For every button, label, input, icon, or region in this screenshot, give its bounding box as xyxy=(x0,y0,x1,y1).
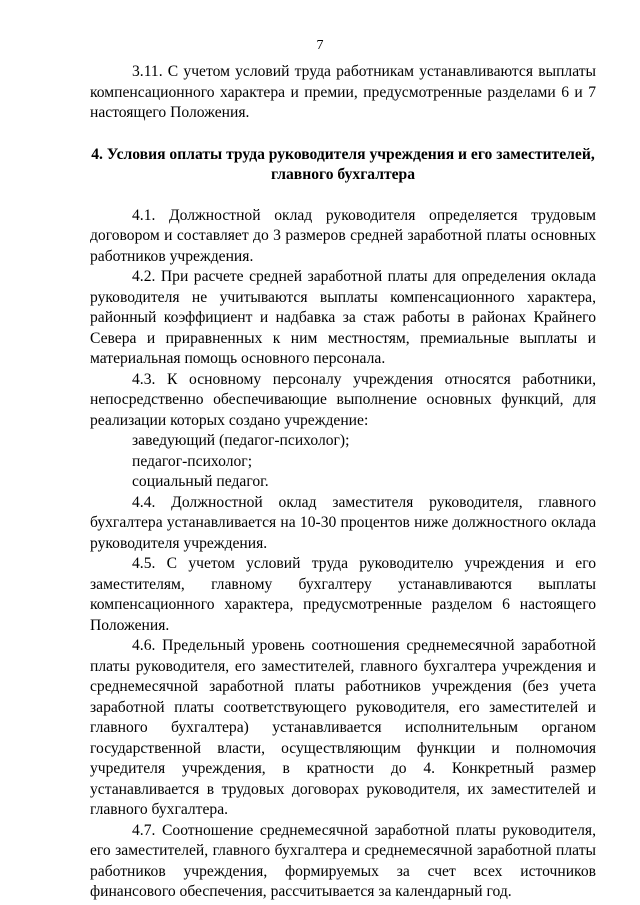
section-4-heading: 4. Условия оплаты труда руководителя учреждения и его заместителей, главного бухгалтера xyxy=(91,145,595,183)
paragraph-4-7: 4.7. Соотношение среднемесячной заработной платы руководителя, его заместителей, главного бухгалтера и среднемесячной заработной платы работников учреждения, формируемых за счет всех источников финансового обеспечения, рассчитывается за календарный год. xyxy=(90,821,596,900)
document-body xyxy=(90,62,596,903)
paragraph-4-6: 4.6. Предельный уровень соотношения среднемесячной заработной платы руководителя, его заместителей, главного бухгалтера учреждения и среднемесячной заработной платы работников учреждения (без учета заработной платы соответствующего руководителя, его заместителей и главного бухгалтера) устанавливается исполнительным органом государственной власти, осуществляющим функции и полномочия учредителя учреждения, в кратности до 4. Конкретный размер устанавливается в трудовых договорах руководителя, их заместителей и главного бухгалтера. xyxy=(90,637,596,818)
paragraph-3-11: 3.11. С учетом условий труда работникам устанавливаются выплаты компенсационного характера и премии, предусмотренные разделами 6 и 7 настоящего Положения. xyxy=(90,63,596,121)
staff-list-item: педагог-психолог; xyxy=(132,452,253,470)
staff-list-item: заведующий (педагог-психолог); xyxy=(132,432,350,449)
page-number: 7 xyxy=(316,38,324,53)
paragraph-4-1: 4.1. Должностной оклад руководителя определяется трудовым договором и составляет до 3 размеров средней заработной платы основных работников учреждения. xyxy=(90,206,596,265)
paragraph-4-4: 4.4. Должностной оклад заместителя руководителя, главного бухгалтера устанавливается на 10-30 процентов ниже должностного оклада руководителя учреждения. xyxy=(90,493,596,552)
staff-list-item: социальный педагог. xyxy=(132,473,269,490)
paragraph-4-5: 4.5. С учетом условий труда руководителю учреждения и его заместителям, главному бухгалтеру устанавливаются выплаты компенсационного характера, предусмотренные разделом 6 настоящего Положения. xyxy=(90,555,596,634)
paragraph-4-3: 4.3. К основному персоналу учреждения относятся работники, непосредственно обеспечивающие выполнение основных функций, для реализации которых создано учреждение: xyxy=(90,370,596,429)
paragraph-4-2: 4.2. При расчете средней заработной платы для определения оклада руководителя не учитываются выплаты компенсационного характера, районный коэффициент и надбавка за стаж работы в районах Крайнего Севера и приравненных к ним местностям, премиальные выплаты и материальная помощь основного персонала. xyxy=(90,268,596,367)
